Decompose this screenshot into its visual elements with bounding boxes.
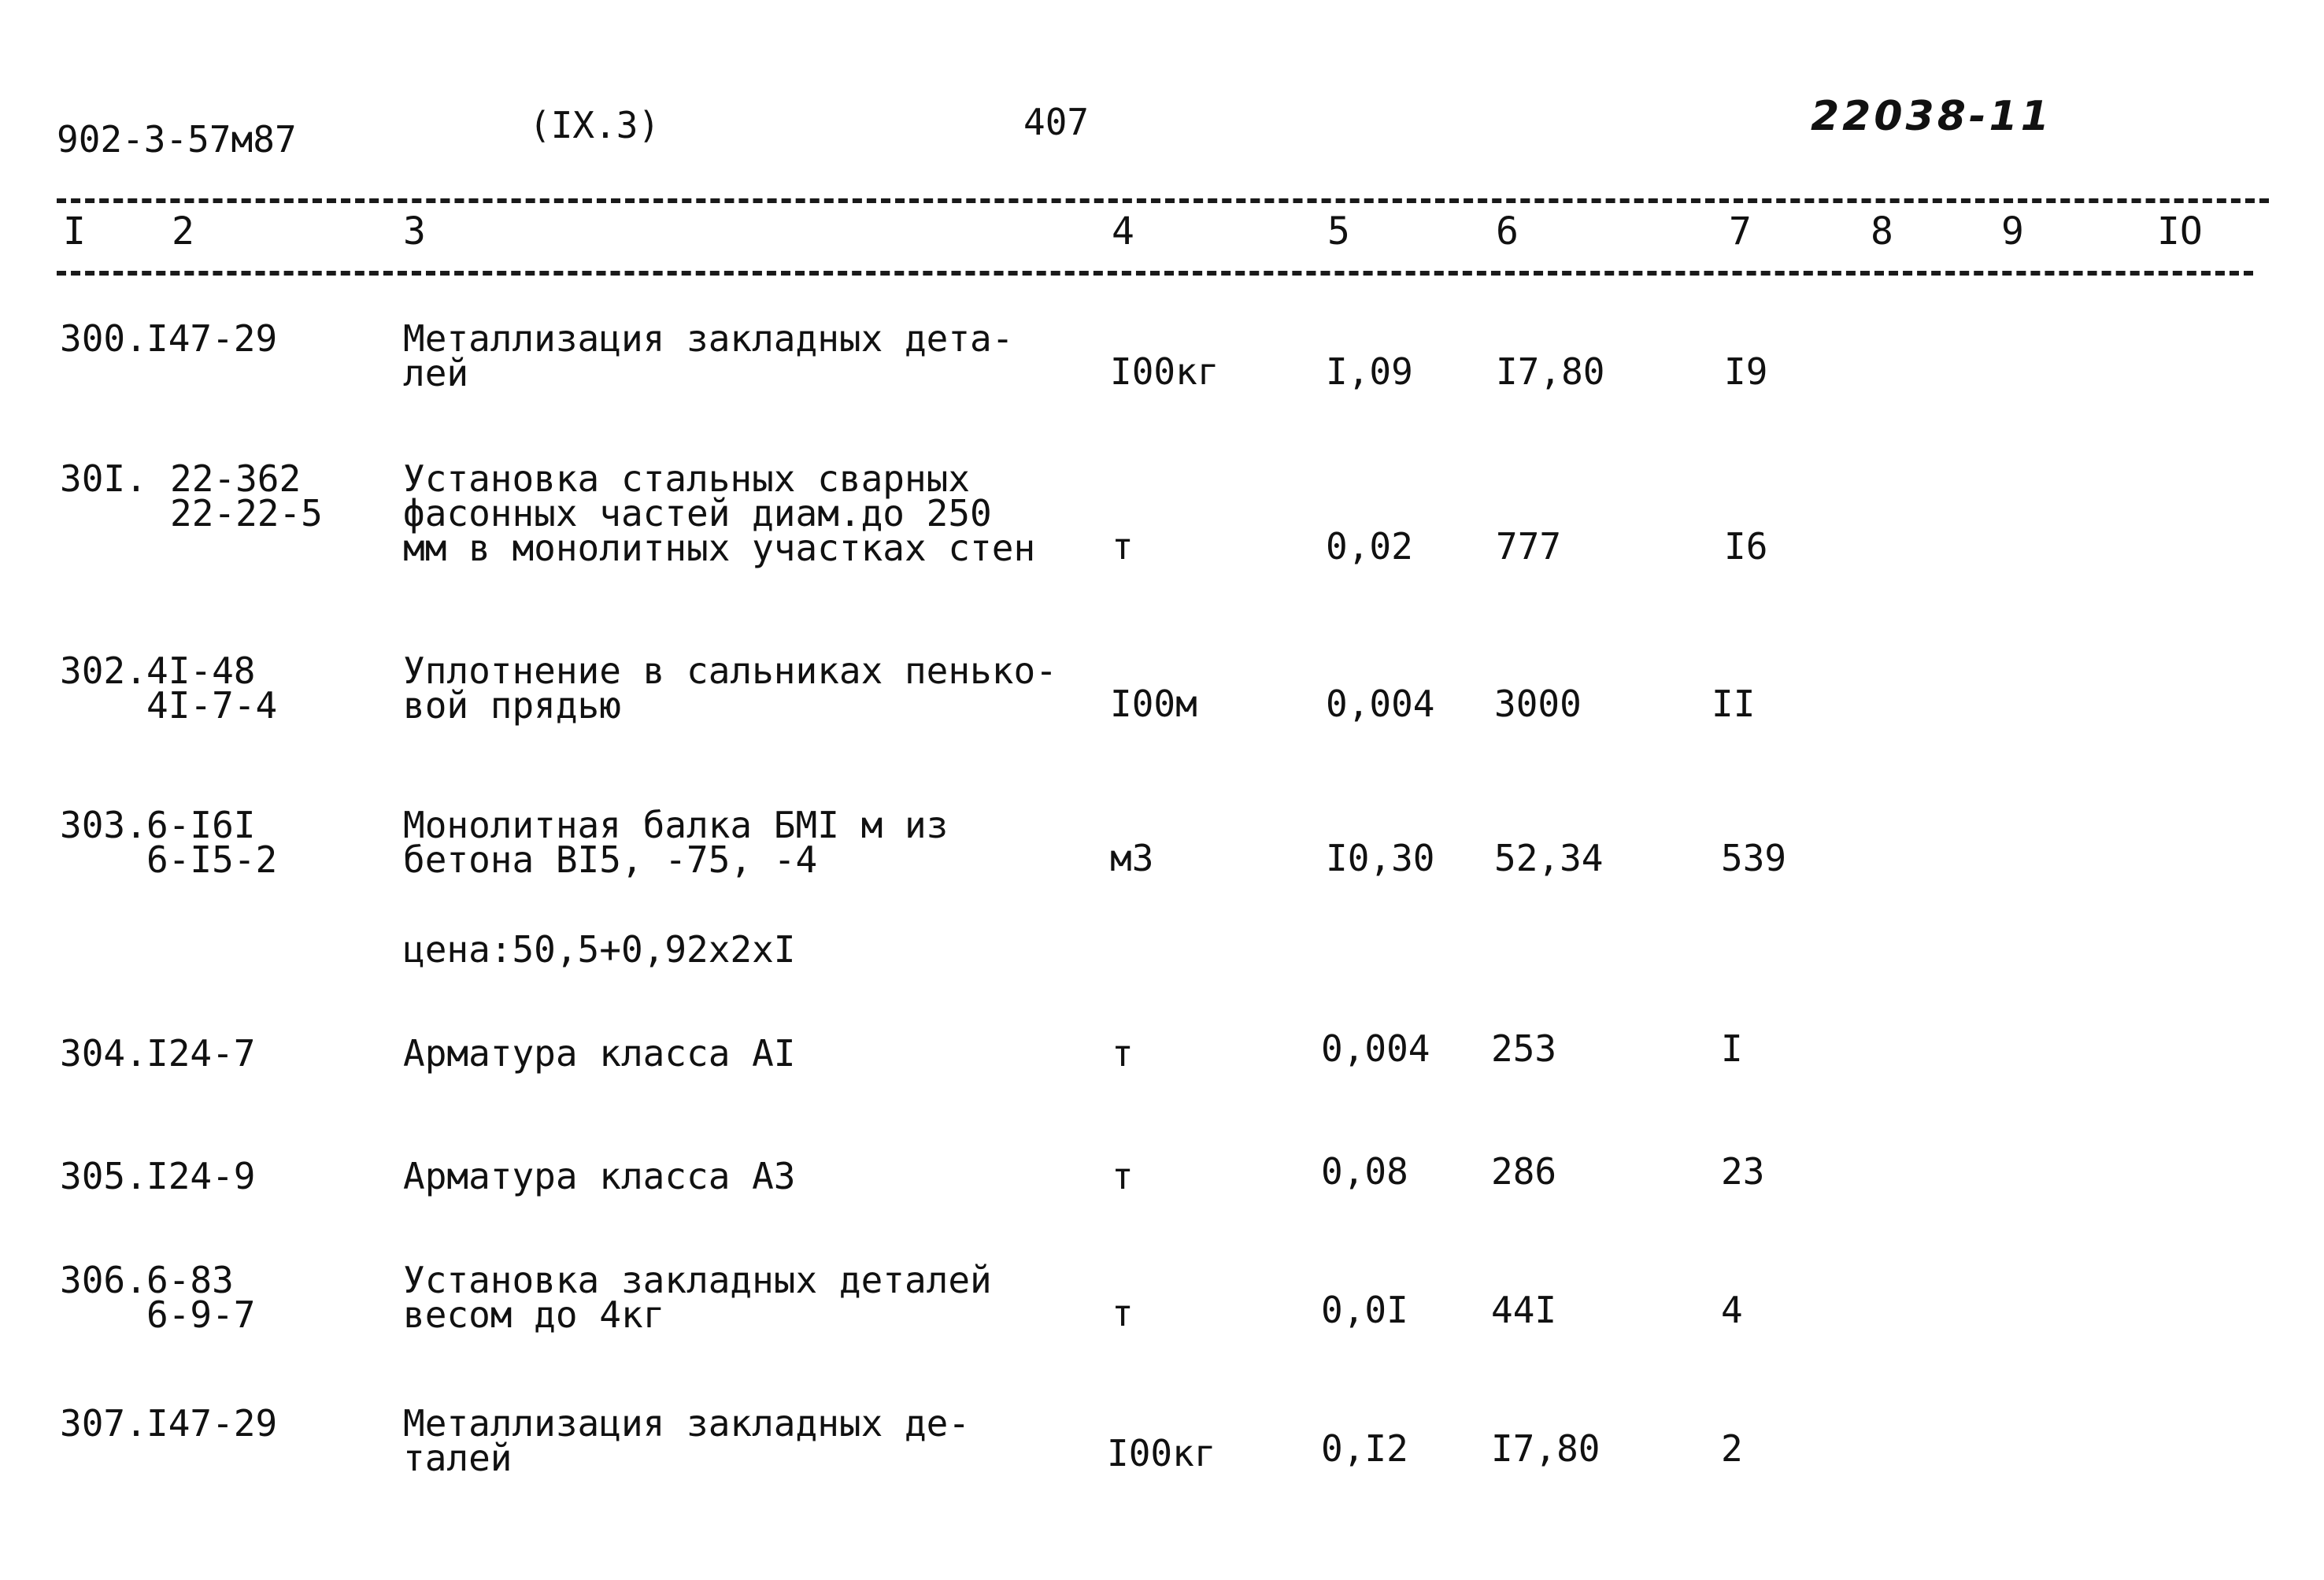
row-quantity: 0,004 — [1321, 1027, 1430, 1070]
row-code: 22-362 — [170, 457, 302, 500]
row-code: 4I-48 — [146, 649, 256, 692]
row-code: 4I-7-4 — [146, 684, 278, 727]
row-code: 6-I6I — [146, 804, 256, 846]
column-number: 7 — [1729, 209, 1752, 253]
row-unit-price: I7,80 — [1496, 350, 1605, 393]
row-quantity: 0,0I — [1321, 1289, 1408, 1331]
row-code: I24-9 — [146, 1155, 256, 1197]
column-number: 5 — [1327, 209, 1350, 253]
header-bottom-rule — [57, 271, 2253, 276]
column-number: I — [63, 209, 86, 253]
row-quantity: 0,02 — [1326, 525, 1413, 568]
row-code: I47-29 — [146, 317, 278, 360]
row-number: 306. — [60, 1259, 147, 1301]
row-unit-price: 3000 — [1494, 683, 1582, 725]
row-description: лей — [403, 352, 469, 394]
row-description: Установка закладных деталей — [403, 1259, 992, 1301]
row-total: 4 — [1721, 1289, 1743, 1331]
row-total: I6 — [1724, 525, 1768, 568]
row-description: весом до 4кг — [403, 1293, 665, 1336]
row-quantity: I,09 — [1326, 350, 1413, 393]
row-code: 6-I5-2 — [146, 838, 278, 881]
row-description: талей — [403, 1437, 513, 1479]
row-number: 303. — [60, 804, 147, 846]
row-quantity: 0,I2 — [1321, 1427, 1408, 1470]
row-quantity: I0,30 — [1326, 837, 1435, 879]
column-number: 4 — [1112, 209, 1134, 253]
row-unit-price: I7,80 — [1491, 1427, 1601, 1470]
column-number: 9 — [2001, 209, 2024, 253]
document-number: 902-3-57м87 — [57, 118, 297, 161]
row-unit: т — [1112, 525, 1134, 568]
row-total: 539 — [1721, 837, 1787, 879]
row-description: Установка стальных сварных — [403, 457, 971, 500]
row-unit-price: 253 — [1491, 1027, 1557, 1070]
row-unit: т — [1112, 1155, 1134, 1197]
row-unit: I00кг — [1107, 1432, 1216, 1475]
column-number: 8 — [1871, 209, 1893, 253]
price-note: цена:50,5+0,92х2хI — [403, 928, 796, 971]
row-total: 2 — [1721, 1427, 1743, 1470]
row-description: Уплотнение в сальниках пенько- — [403, 649, 1057, 692]
row-quantity: 0,08 — [1321, 1150, 1408, 1193]
row-unit-price: 52,34 — [1494, 837, 1604, 879]
header-top-rule — [57, 198, 2269, 203]
row-description: Металлизация закладных де- — [403, 1402, 971, 1445]
row-description: мм в монолитных участках стен — [403, 527, 1036, 569]
row-number: 302. — [60, 649, 147, 692]
row-unit: т — [1112, 1032, 1134, 1075]
column-number: 2 — [172, 209, 194, 253]
row-number: 307. — [60, 1402, 147, 1445]
row-unit-price: 286 — [1491, 1150, 1557, 1193]
row-description: бетона BI5, -75, -4 — [403, 838, 818, 881]
row-unit: м3 — [1110, 837, 1154, 879]
row-unit: т — [1112, 1292, 1134, 1334]
row-total: II — [1712, 683, 1756, 725]
row-unit: I00кг — [1110, 350, 1219, 393]
row-description: Арматура класса AI — [403, 1032, 796, 1075]
row-description: вой прядью — [403, 684, 621, 727]
row-total: I — [1721, 1027, 1743, 1070]
section-label: (IX.3) — [529, 104, 661, 146]
row-number: 304. — [60, 1032, 147, 1075]
column-number: 3 — [403, 209, 426, 253]
handwritten-stamp: 22038-11 — [1811, 93, 2052, 140]
column-number: 6 — [1496, 209, 1519, 253]
row-total: 23 — [1721, 1150, 1765, 1193]
page-number: 407 — [1023, 101, 1090, 143]
column-number: IO — [2157, 209, 2203, 253]
row-code: 6-9-7 — [146, 1293, 256, 1336]
row-description: Металлизация закладных дета- — [403, 317, 1014, 360]
row-total: I9 — [1724, 350, 1768, 393]
row-number: 30I. — [60, 457, 147, 500]
row-description: фасонных частей диам.до 250 — [403, 492, 992, 535]
row-number: 305. — [60, 1155, 147, 1197]
row-unit-price: 777 — [1496, 525, 1562, 568]
row-description: Арматура класса A3 — [403, 1155, 796, 1197]
row-code: I24-7 — [146, 1032, 256, 1075]
row-code: 22-22-5 — [170, 492, 323, 535]
row-quantity: 0,004 — [1326, 683, 1435, 725]
row-description: Монолитная балка БМI м из — [403, 804, 949, 846]
row-code: 6-83 — [146, 1259, 234, 1301]
row-code: I47-29 — [146, 1402, 278, 1445]
row-unit: I00м — [1110, 683, 1197, 725]
row-unit-price: 44I — [1491, 1289, 1557, 1331]
row-number: 300. — [60, 317, 147, 360]
